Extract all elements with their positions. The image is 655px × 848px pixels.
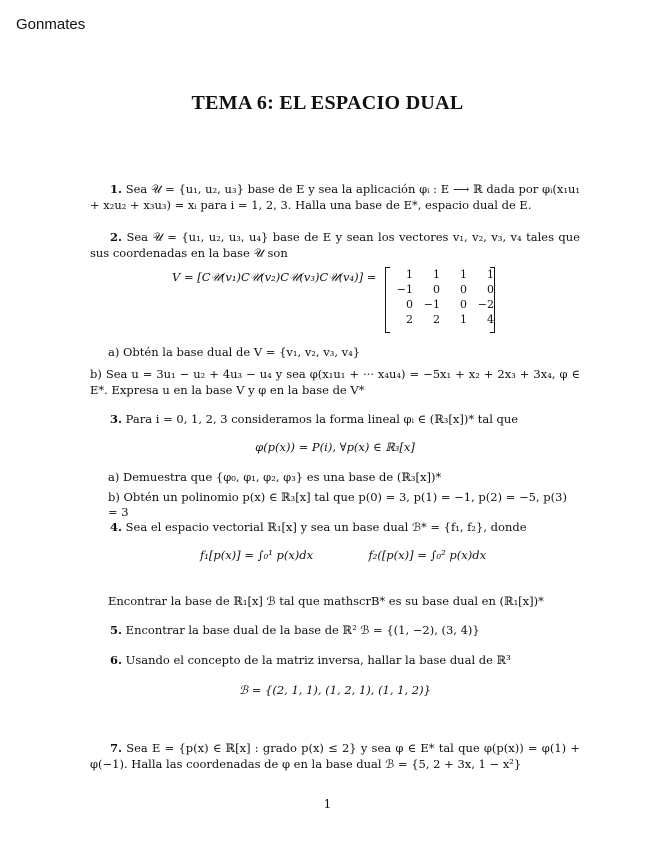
matrix-row xyxy=(386,313,494,328)
coordinate-matrix xyxy=(385,268,495,332)
problem-3-equation: φ(p(x)) = P(i), ∀p(x) ∈ ℝ₃[x] xyxy=(255,440,415,454)
problem-4-number: 4. xyxy=(110,520,123,534)
matrix-cell: 1 xyxy=(406,268,413,281)
problem-2 xyxy=(90,230,580,261)
problem-5-text: Encontrar la base dual de la base de ℝ² ℬ = {(1, −2), (3, 4)} xyxy=(125,623,480,637)
problem-7-text: Sea E = {p(x) ∈ ℝ[x] : grado p(x) ≤ 2} y sea φ ∈ E* tal que φ(p(x)) = φ(1) + φ(−1). Halla las coordenadas de φ en la base dual ℬ = {5, 2 + 3x, 1 − x²} xyxy=(90,741,580,771)
matrix-cell: 4 xyxy=(487,313,494,326)
matrix-cell: 2 xyxy=(433,313,440,326)
matrix-row xyxy=(386,298,494,313)
problem-3-b: b) Obtén un polinomio p(x) ∈ ℝ₃[x] tal que p(0) = 3, p(1) = −1, p(2) = −5, p(3) = 3 xyxy=(108,490,567,519)
brand-label: Gonmates xyxy=(16,16,86,33)
matrix-cell: −2 xyxy=(477,298,494,311)
problem-6-equation: ℬ = {(2, 1, 1), (1, 2, 1), (1, 1, 2)} xyxy=(239,683,431,697)
problem-1-number: 1. xyxy=(110,182,123,196)
problem-5 xyxy=(90,623,580,639)
matrix-cell: 0 xyxy=(460,283,467,296)
matrix-cell: 0 xyxy=(460,298,467,311)
integral-f2: f₂([p(x)] = ∫₀² p(x)dx xyxy=(368,548,487,562)
problem-2-a: a) Obtén la base dual de V = {v₁, v₂, v₃, v₄} xyxy=(108,345,361,359)
matrix-lhs: V = [C𝒰(v₁)C𝒰(v₂)C𝒰(v₃)C𝒰(v₄)] = xyxy=(172,270,377,284)
page-number: 1 xyxy=(323,797,332,811)
problem-4-integrals xyxy=(200,548,486,562)
problem-2-number: 2. xyxy=(110,230,123,244)
matrix-row xyxy=(386,283,494,298)
problem-2-text: Sea 𝒰 = {u₁, u₂, u₃, u₄} base de E y sean los vectores v₁, v₂, v₃, v₄ tales que sus coordenadas en la base 𝒰 son xyxy=(90,230,580,260)
matrix-cell: 1 xyxy=(460,313,467,326)
problem-3-number: 3. xyxy=(110,412,123,426)
matrix-cell: 0 xyxy=(487,283,494,296)
problem-6 xyxy=(90,653,580,669)
matrix-cell: −1 xyxy=(396,283,413,296)
problem-1-text: Sea 𝒰 = {u₁, u₂, u₃} base de E y sea la aplicación φᵢ : E ⟶ ℝ dada por φᵢ(x₁u₁ + x₂u₂ + x₃u₃) = xᵢ para i = 1, 2, 3. Halla una base de E*, espacio dual de E. xyxy=(90,182,580,212)
problem-3 xyxy=(90,412,580,428)
problem-1 xyxy=(90,182,580,213)
problem-4-followup: Encontrar la base de ℝ₁[x] ℬ tal que mathscrB* es su base dual en (ℝ₁[x])* xyxy=(108,594,544,608)
problem-7 xyxy=(90,741,580,772)
matrix-cell: 0 xyxy=(406,298,413,311)
matrix-cell: 1 xyxy=(433,268,440,281)
problem-7-number: 7. xyxy=(110,741,123,755)
problem-4 xyxy=(90,520,580,536)
matrix-cell: 0 xyxy=(433,283,440,296)
problem-4-text: Sea el espacio vectorial ℝ₁[x] y sea un base dual ℬ* = {f₁, f₂}, donde xyxy=(125,520,527,534)
matrix-cell: 2 xyxy=(406,313,413,326)
matrix-row xyxy=(386,268,494,283)
document-title: TEMA 6: EL ESPACIO DUAL xyxy=(191,92,464,114)
problem-6-number: 6. xyxy=(110,653,123,667)
integral-f1: f₁[p(x)] = ∫₀¹ p(x)dx xyxy=(200,548,314,562)
problem-3-a: a) Demuestra que {φ₀, φ₁, φ₂, φ₃} es una base de (ℝ₃[x])* xyxy=(108,470,442,484)
problem-5-number: 5. xyxy=(110,623,123,637)
problem-6-text: Usando el concepto de la matriz inversa, hallar la base dual de ℝ³ xyxy=(125,653,511,667)
matrix-cell: 1 xyxy=(460,268,467,281)
problem-2-b: b) Sea u = 3u₁ − u₂ + 4u₃ − u₄ y sea φ(x₁u₁ + ··· x₄u₄) = −5x₁ + x₂ + 2x₃ + 3x₄, φ ∈ E*. Expresa u en la base V y φ en la base de V* xyxy=(90,367,580,397)
matrix-cell: 1 xyxy=(487,268,494,281)
problem-3-text: Para i = 0, 1, 2, 3 consideramos la forma lineal φᵢ ∈ (ℝ₃[x])* tal que xyxy=(125,412,519,426)
matrix-cell: −1 xyxy=(423,298,440,311)
